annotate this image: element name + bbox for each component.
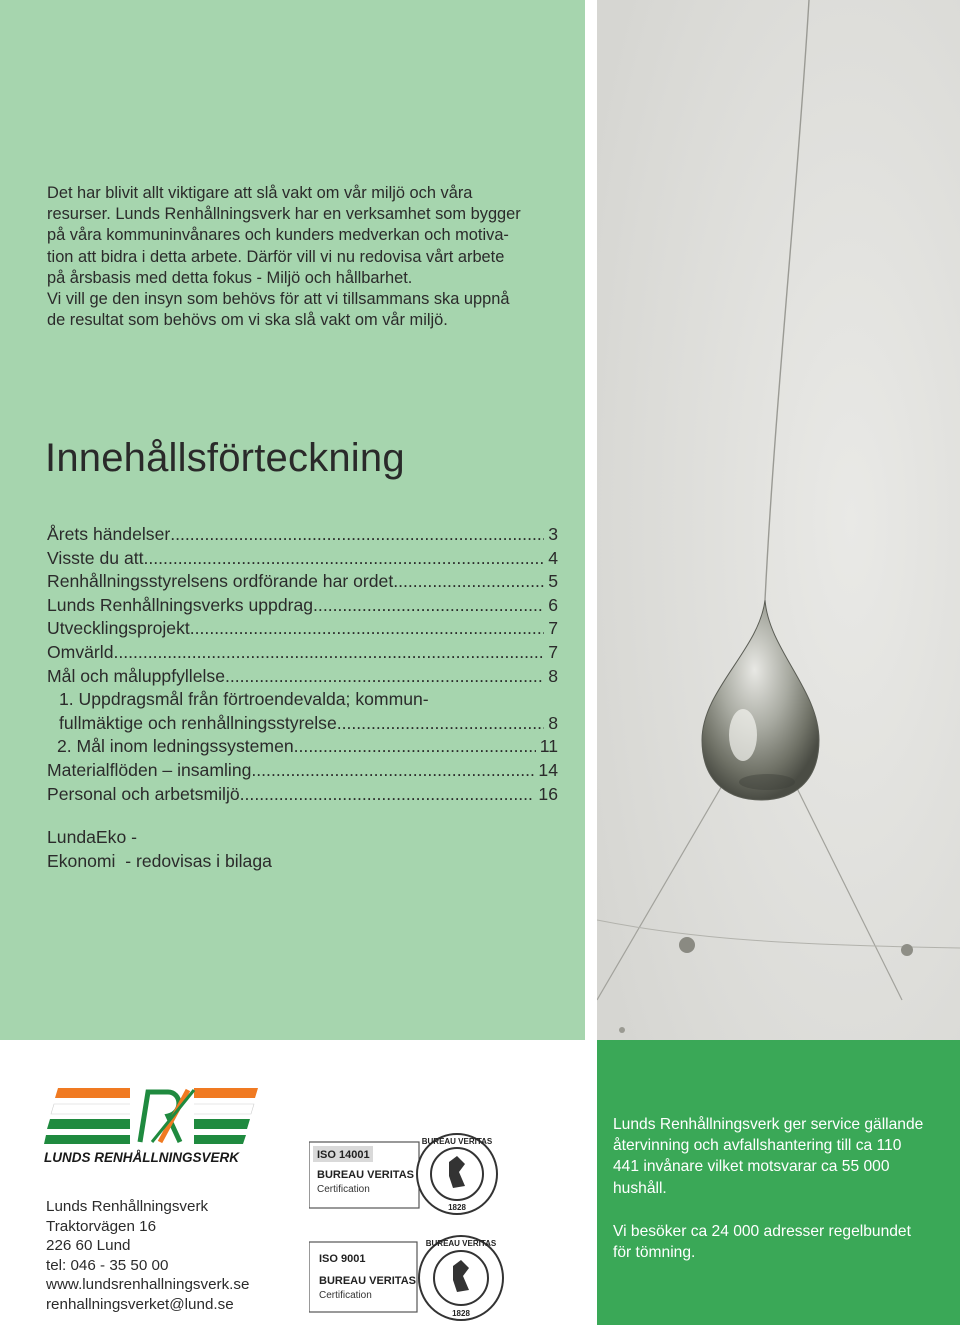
seal-name: BUREAU VERITAS — [425, 1239, 497, 1248]
toc-title: Innehållsförteckning — [45, 436, 405, 480]
toc-entry-label: Lunds Renhållningsverks uppdrag — [47, 594, 314, 615]
seal-year: 1828 — [448, 1203, 466, 1212]
water-drop-photo — [597, 0, 960, 1040]
toc-leader — [251, 759, 534, 783]
toc-entry-label: Årets händelser — [47, 524, 171, 544]
toc-leader — [337, 712, 544, 736]
toc-entry-label: Omvärld — [47, 641, 114, 662]
cert-standard: ISO 9001 — [319, 1253, 366, 1265]
contact-address — [46, 1197, 249, 1315]
contact-email-link[interactable]: renhallningsverket@lund.se — [46, 1295, 234, 1313]
toc-entry-page: 7 — [548, 641, 558, 662]
toc-entry[interactable] — [47, 665, 558, 689]
toc-leader — [225, 665, 544, 689]
intro-line: Det har blivit allt viktigare att slå vakt om vår miljö och våra — [47, 184, 473, 202]
contact-street: Traktorvägen 16 — [46, 1217, 157, 1235]
toc-entry-label: Utvecklingsprojekt — [47, 618, 190, 639]
iso-9001-certification-badge — [309, 1228, 519, 1324]
toc-entry-page: 3 — [548, 524, 558, 544]
toc-entry[interactable] — [47, 570, 558, 594]
toc-leader — [113, 641, 544, 665]
toc-leader — [190, 617, 544, 641]
service-info-box — [597, 1040, 960, 1325]
contact-phone: tel: 046 - 35 50 00 — [46, 1256, 169, 1274]
toc-entry[interactable] — [47, 617, 558, 641]
toc-entry-label: fullmäktige och renhållningsstyrelse — [59, 712, 337, 733]
intro-line: på våra kommuninvånares och kunders medverkan och motiva- — [47, 226, 509, 245]
intro-line: resurser. Lunds Renhållningsverk har en verksamhet som bygger — [47, 205, 521, 224]
seal-year: 1828 — [452, 1309, 470, 1318]
toc-leader — [294, 735, 536, 759]
toc-entry-page: 8 — [548, 712, 558, 733]
visits-info-text: Vi besöker ca 24 000 adresser regelbundet för tömning. — [613, 1223, 911, 1262]
cert-label: Certification — [319, 1290, 372, 1301]
intro-line: på årsbasis med detta fokus - Miljö och hållbarhet. — [47, 268, 413, 287]
toc-entry[interactable] — [47, 523, 558, 547]
toc-entry-page: 6 — [548, 594, 558, 615]
toc-entry-page: 8 — [548, 665, 558, 686]
toc-leader — [313, 594, 544, 618]
toc-entry-label: Renhållningsstyrelsens ordförande har ordet — [47, 571, 394, 592]
toc-entry-page: 16 — [538, 783, 558, 804]
intro-line: Vi vill ge den insyn som behövs för att vi tillsammans ska uppnå — [47, 290, 510, 309]
contact-website-link[interactable]: www.lundsrenhallningsverk.se — [46, 1276, 250, 1294]
toc-leader — [240, 783, 535, 807]
lunds-renhallningsverk-logo — [44, 1086, 260, 1166]
contact-city: 226 60 Lund — [46, 1237, 131, 1255]
cert-standard: ISO 14001 — [317, 1149, 370, 1161]
water-drop-image — [597, 0, 960, 1040]
toc-entry[interactable] — [47, 712, 558, 736]
toc-entry[interactable] — [47, 783, 558, 807]
toc-entry-label: Mål och måluppfyllelse — [47, 665, 225, 686]
toc-entry[interactable] — [47, 688, 558, 712]
contact-name: Lunds Renhållningsverk — [46, 1198, 209, 1215]
intro-line: tion att bidra i detta arbete. Därför vill vi nu redovisa vårt arbete — [47, 247, 505, 266]
service-info-text: Lunds Renhållningsverk ger service gällande återvinning och avfallshantering till ca 110 441 invånare vilket motsvarar ca 55 000 hushåll. — [613, 1116, 924, 1197]
intro-paragraph — [47, 183, 552, 331]
intro-line: de resultat som behövs om vi ska slå vakt om vår miljö. — [47, 311, 448, 330]
toc-entry[interactable] — [47, 594, 558, 618]
table-of-contents — [47, 523, 558, 806]
toc-entry-page: 7 — [548, 618, 558, 639]
toc-entry-label: 2. Mål inom ledningssystemen — [57, 736, 294, 757]
appendix-line: LundaEko - — [47, 827, 137, 847]
toc-entry[interactable] — [47, 759, 558, 783]
logo-wordmark: LUNDS RENHÅLLNINGSVERK — [44, 1150, 240, 1165]
toc-leader — [170, 523, 544, 547]
toc-entry[interactable] — [47, 547, 558, 571]
toc-leader — [144, 547, 545, 571]
cert-company: BUREAU VERITAS — [319, 1275, 416, 1287]
toc-leader — [393, 570, 544, 594]
green-content-panel — [0, 0, 585, 1040]
seal-name: BUREAU VERITAS — [421, 1137, 493, 1146]
toc-appendix-note — [47, 826, 272, 873]
toc-entry-page: 14 — [538, 759, 558, 780]
toc-entry-page: 11 — [539, 736, 558, 757]
toc-entry-label: Materialflöden – insamling — [47, 759, 252, 780]
toc-entry-label: 1. Uppdragsmål från förtroendevalda; kommun- — [59, 689, 429, 710]
toc-entry-label: Personal och arbetsmiljö — [47, 783, 240, 804]
toc-entry-page: 5 — [548, 571, 558, 592]
cert-company: BUREAU VERITAS — [317, 1169, 414, 1181]
toc-entry-label: Visste du att — [47, 547, 144, 568]
appendix-line: Ekonomi - redovisas i bilaga — [47, 850, 272, 871]
iso-14001-certification-badge — [309, 1128, 499, 1220]
toc-entry-page: 4 — [548, 547, 558, 568]
cert-label: Certification — [317, 1184, 370, 1195]
toc-entry[interactable] — [47, 641, 558, 665]
toc-entry[interactable] — [47, 735, 558, 759]
